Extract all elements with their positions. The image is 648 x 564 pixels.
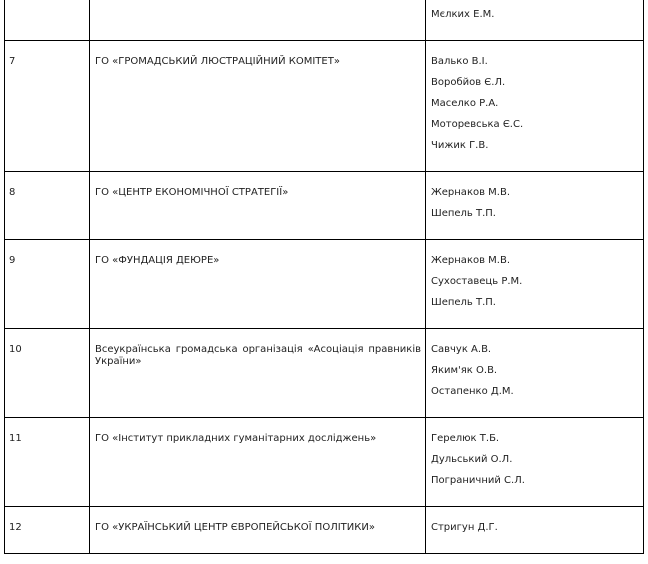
row-number: 9 [5, 240, 90, 329]
row-number: 7 [5, 41, 90, 172]
member-name: Стригун Д.Г. [431, 522, 498, 533]
member-name: Жернаков М.В. [431, 187, 511, 198]
member-name: Пограничний С.Л. [431, 475, 525, 486]
row-number [5, 0, 90, 41]
table-row [5, 41, 644, 172]
row-number: 10 [5, 329, 90, 418]
members-cell [426, 0, 644, 41]
row-number: 12 [5, 507, 90, 554]
organization-name: ГО «УКРАЇНСЬКИЙ ЦЕНТР ЄВРОПЕЙСЬКОЇ ПОЛІТИКИ» [90, 507, 426, 554]
organizations-table [4, 0, 644, 554]
table-row [5, 172, 644, 240]
table-row [5, 418, 644, 507]
member-name: Мєлких Е.М. [431, 9, 495, 20]
organization-name: Всеукраїнська громадська організація «Асоціація правників України» [90, 329, 426, 418]
member-name: Яким'як О.В. [431, 365, 498, 376]
table-row [5, 507, 644, 554]
member-name: Чижик Г.В. [431, 140, 489, 151]
member-name: Сухоставець Р.М. [431, 276, 523, 287]
row-number: 8 [5, 172, 90, 240]
organization-name [90, 0, 426, 41]
members-cell [426, 418, 644, 507]
member-name: Маселко Р.А. [431, 98, 499, 109]
row-number: 11 [5, 418, 90, 507]
member-name: Моторевська Є.С. [431, 119, 524, 130]
member-name: Шепель Т.П. [431, 297, 496, 308]
member-name: Жернаков М.В. [431, 255, 511, 266]
organization-name: ГО «Інститут прикладних гуманітарних досліджень» [90, 418, 426, 507]
organization-name: ГО «ЦЕНТР ЕКОНОМІЧНОЇ СТРАТЕГІЇ» [90, 172, 426, 240]
member-name [431, 0, 643, 9]
table-row [5, 329, 644, 418]
member-name: Валько В.І. [431, 56, 488, 67]
organization-name: ГО «ФУНДАЦІЯ ДЕЮРЕ» [90, 240, 426, 329]
members-cell [426, 41, 644, 172]
member-name: Остапенко Д.М. [431, 386, 514, 397]
table-row [5, 240, 644, 329]
members-cell [426, 329, 644, 418]
member-name: Дульський О.Л. [431, 454, 513, 465]
member-name: Савчук А.В. [431, 344, 492, 355]
members-cell [426, 172, 644, 240]
members-cell [426, 507, 644, 554]
organization-name: ГО «ГРОМАДСЬКИЙ ЛЮСТРАЦІЙНИЙ КОМІТЕТ» [90, 41, 426, 172]
table-row [5, 0, 644, 41]
member-name: Герелюк Т.Б. [431, 433, 500, 444]
member-name: Воробйов Є.Л. [431, 77, 506, 88]
members-cell [426, 240, 644, 329]
member-name: Шепель Т.П. [431, 208, 496, 219]
